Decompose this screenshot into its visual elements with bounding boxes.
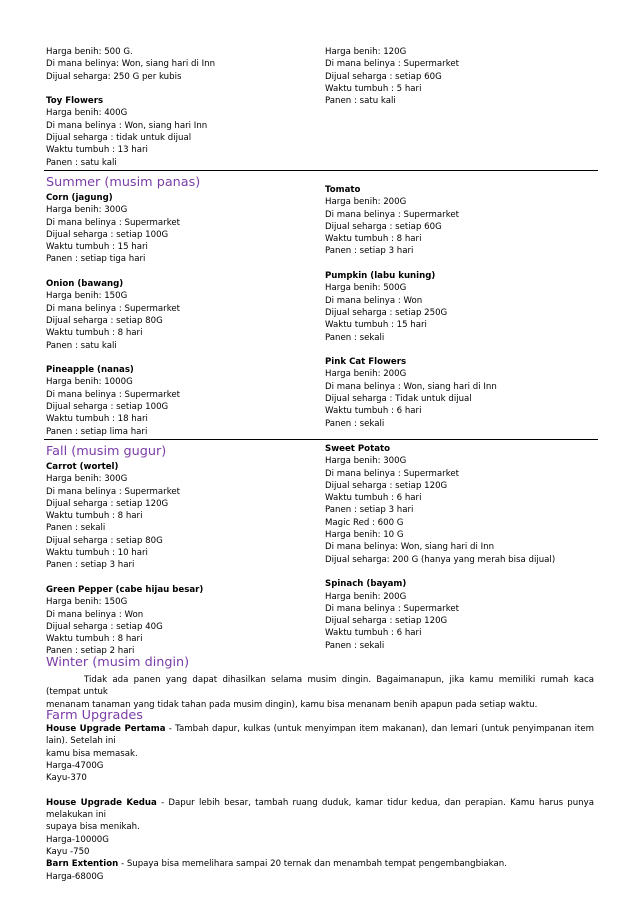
crop-detail-line: Dijual seharga : setiap 80G — [46, 535, 163, 546]
crop-detail-line: Panen : setiap 3 hari — [46, 560, 135, 571]
upgrades-block — [46, 723, 594, 883]
house-upgrade-1-cost-gold: Harga-4700G — [46, 760, 104, 771]
section-title-fall: Fall (musim gugur) — [46, 444, 167, 459]
crop-detail-line: Panen : setiap 3 hari — [325, 505, 414, 516]
crop-detail-line: Waktu tumbuh : 15 hari — [325, 320, 427, 331]
crop-detail-line: Di mana belinya : Won — [325, 295, 423, 306]
line-spacer — [46, 572, 203, 584]
winter-line-2: menanam tanaman yang tidak tahan pada musim dingin), kamu bisa menanam benih apapun pada setiap waktu. — [46, 699, 538, 710]
crop-detail-line: Harga benih: 300G — [46, 474, 128, 485]
top-left-column — [46, 46, 215, 169]
crop-detail-line: Dijual seharga : setiap 120G — [46, 498, 169, 509]
house-upgrade-2-cost-gold: Harga-10000G — [46, 834, 109, 845]
crop-detail-line: Waktu tumbuh : 6 hari — [325, 406, 422, 417]
crop-detail-line: Panen : satu kali — [325, 96, 396, 107]
barn-extension-line-1 — [46, 858, 594, 870]
crop-detail-line: Harga benih: 150G — [46, 291, 128, 302]
crop-detail-line: Panen : setiap tiga hari — [46, 254, 146, 265]
crop-heading: Pumpkin (labu kuning) — [325, 271, 436, 282]
fall-left-column — [46, 461, 203, 658]
section-title-farm-upgrades: Farm Upgrades — [46, 708, 143, 723]
crop-detail-line: Panen : setiap lima hari — [46, 426, 148, 437]
crop-detail-line: Dijual seharga : setiap 80G — [46, 315, 163, 326]
crop-detail-line: Panen : satu kali — [46, 340, 117, 351]
crop-detail-line: Panen : sekali — [325, 640, 385, 651]
crop-heading: Pink Cat Flowers — [325, 357, 407, 368]
crop-detail-line: Dijual seharga : setiap 120G — [325, 616, 448, 627]
crop-detail-line: Harga benih: 150G — [46, 597, 128, 608]
crop-detail-line: Harga benih: 200G — [325, 591, 407, 602]
crop-detail-line: Di mana belinya : Supermarket — [46, 303, 181, 314]
crop-detail-line: Dijual seharga : setiap 120G — [325, 480, 448, 491]
crop-detail-line: Waktu tumbuh : 8 hari — [46, 511, 143, 522]
crop-detail-line: Di mana belinya: Won, siang hari di Inn — [325, 542, 495, 553]
line-spacer — [325, 344, 497, 356]
line-spacer — [325, 258, 497, 270]
crop-detail-line: Harga benih: 120G — [325, 47, 407, 57]
crop-detail-line: Dijual seharga : setiap 40G — [46, 621, 163, 632]
crop-detail-line: Panen : sekali — [46, 523, 106, 534]
crop-detail-line: Dijual seharga : setiap 250G — [325, 307, 448, 318]
house-upgrade-2-name: House Upgrade Kedua — [46, 797, 157, 808]
section-title-winter: Winter (musim dingin) — [46, 655, 190, 670]
crop-detail-line: Di mana belinya : Supermarket — [46, 217, 181, 228]
crop-detail-line: Waktu tumbuh : 6 hari — [325, 493, 422, 504]
winter-line-1: Tidak ada panen yang dapat dihasilkan selama musim dingin. Bagaimanapun, jika kamu memiliki rumah kaca (tempat untuk — [46, 675, 594, 698]
house-upgrade-1-line-2: kamu bisa memasak. — [46, 748, 138, 759]
line-spacer — [325, 566, 555, 578]
house-upgrade-1-name: House Upgrade Pertama — [46, 724, 166, 734]
line-spacer — [46, 352, 180, 364]
barn-extension-cost-gold: Harga-6800G — [46, 871, 104, 882]
crop-detail-line: Harga benih: 500G — [325, 283, 407, 294]
crop-detail-line: Panen : setiap 3 hari — [325, 246, 414, 257]
house-upgrade-1-desc: - Tambah dapur, kulkas (untuk menyimpan item makanan), dan lemari (untuk penyimpanan item lain). Setelah ini — [46, 724, 594, 747]
crop-detail-line: Panen : setiap 2 hari — [46, 646, 135, 657]
crop-detail-line: Harga benih: 200G — [325, 197, 407, 208]
crop-detail-line: Di mana belinya : Won, siang hari Inn — [46, 120, 208, 131]
crop-detail-line: Di mana belinya : Won — [46, 609, 144, 620]
crop-detail-line: Di mana belinya : Supermarket — [325, 468, 460, 479]
crop-heading: Tomato — [325, 185, 361, 195]
house-upgrade-2-desc: - Dapur lebih besar, tambah ruang duduk, kamar tidur kedua, dan perapian. Kamu harus punya melakukan ini — [46, 797, 594, 821]
crop-detail-line: Dijual seharga : setiap 60G — [325, 221, 442, 232]
crop-detail-line: Harga benih: 400G — [46, 108, 128, 119]
barn-extension-desc: - Supaya bisa memelihara sampai 20 ternak dan menambah tempat pengembangbiakan. — [118, 859, 507, 870]
crop-heading: Onion (bawang) — [46, 279, 124, 290]
crop-detail-line: Waktu tumbuh : 8 hari — [46, 634, 143, 645]
fall-right-column — [325, 443, 555, 652]
crop-detail-line: Harga benih: 1000G — [46, 377, 133, 388]
crop-detail-line: Di mana belinya : Supermarket — [46, 486, 181, 497]
crop-detail-line: Waktu tumbuh : 6 hari — [325, 628, 422, 639]
crop-detail-line: Waktu tumbuh : 15 hari — [46, 242, 148, 253]
crop-detail-line: Dijual seharga : Tidak untuk dijual — [325, 394, 472, 405]
crop-detail-line: Dijual seharga: 250 G per kubis — [46, 71, 182, 82]
line-spacer — [46, 83, 215, 95]
divider-fall — [44, 439, 598, 440]
crop-heading: Green Pepper (cabe hijau besar) — [46, 584, 204, 595]
crop-detail-line: Di mana belinya : Supermarket — [325, 209, 460, 220]
line-spacer — [46, 266, 180, 278]
house-upgrade-2-line-1 — [46, 797, 594, 822]
crop-detail-line: Dijual seharga : setiap 60G — [325, 71, 442, 82]
house-upgrade-1-line-1 — [46, 723, 594, 748]
crop-detail-line: Panen : sekali — [325, 418, 385, 429]
crop-detail-line: Di mana belinya : Won, siang hari di Inn — [325, 381, 497, 392]
crop-heading: Carrot (wortel) — [46, 462, 119, 472]
house-upgrade-2-line-2: supaya bisa menikah. — [46, 822, 140, 833]
crop-detail-line: Waktu tumbuh : 5 hari — [325, 83, 422, 94]
crop-detail-line: Harga benih: 200G — [325, 369, 407, 380]
crop-detail-line: Waktu tumbuh : 13 hari — [46, 145, 148, 156]
crop-detail-line: Waktu tumbuh : 10 hari — [46, 548, 148, 559]
crop-detail-line: Panen : sekali — [325, 332, 385, 343]
crop-detail-line: Dijual seharga : setiap 100G — [46, 229, 169, 240]
crop-detail-line: Harga benih: 300G — [325, 456, 407, 467]
top-right-column — [325, 46, 459, 107]
crop-detail-line: Di mana belinya : Supermarket — [46, 389, 181, 400]
house-upgrade-1-cost-wood: Kayu-370 — [46, 773, 87, 784]
crop-detail-line: Harga benih: 300G — [46, 205, 128, 216]
crop-heading: Toy Flowers — [46, 96, 104, 107]
crop-detail-line: Dijual seharga: 200 G (hanya yang merah bisa dijual) — [325, 554, 556, 565]
divider-summer — [44, 170, 598, 171]
crop-heading: Spinach (bayam) — [325, 579, 407, 590]
summer-right-column — [325, 184, 497, 430]
crop-detail-line: Waktu tumbuh : 8 hari — [46, 328, 143, 339]
crop-detail-line: Waktu tumbuh : 18 hari — [46, 414, 148, 425]
winter-paragraph — [46, 674, 594, 711]
section-title-summer: Summer (musim panas) — [46, 175, 201, 190]
crop-detail-line: Di mana belinya: Won, siang hari di Inn — [46, 59, 216, 70]
crop-detail-line: Harga benih: 500 G. — [46, 47, 133, 57]
crop-detail-line: Magic Red : 600 G — [325, 517, 404, 528]
crop-detail-line: Dijual seharga : tidak untuk dijual — [46, 133, 192, 144]
crop-detail-line: Dijual seharga : setiap 100G — [46, 402, 169, 413]
crop-detail-line: Panen : satu kali — [46, 157, 117, 168]
crop-heading: Corn (jagung) — [46, 193, 113, 203]
crop-detail-line: Di mana belinya : Supermarket — [325, 603, 460, 614]
crop-heading: Sweet Potato — [325, 444, 391, 454]
crop-detail-line: Waktu tumbuh : 8 hari — [325, 234, 422, 245]
barn-extension-name: Barn Extention — [46, 859, 119, 870]
crop-detail-line: Harga benih: 10 G — [325, 530, 404, 541]
summer-left-column — [46, 192, 180, 438]
house-upgrade-2-cost-wood: Kayu -750 — [46, 846, 90, 857]
crop-heading: Pineapple (nanas) — [46, 365, 134, 376]
crop-detail-line: Di mana belinya : Supermarket — [325, 59, 460, 70]
